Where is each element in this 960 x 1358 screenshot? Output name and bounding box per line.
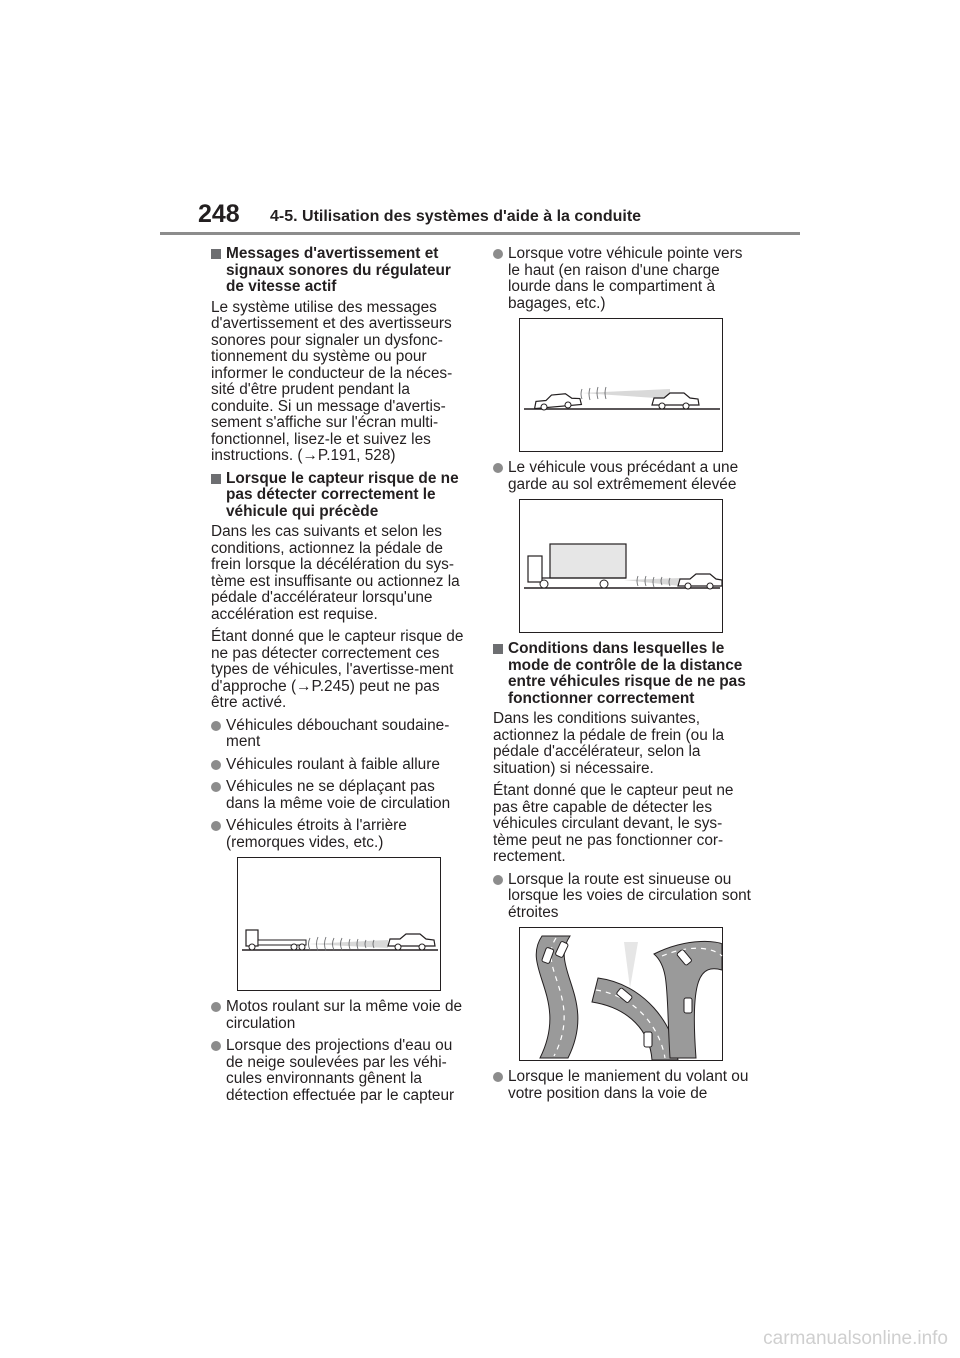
page-number: 248 (198, 200, 240, 228)
heading-sensor-detection (211, 471, 469, 521)
paragraph: Étant donné que le capteur risque de ne pas détecter correctement ces types de véhicules, l'avertisse-ment d'approche (→P.245) peut ne pas être activé. (211, 628, 464, 711)
round-bullet-icon (211, 760, 221, 770)
list-item-text: Motos roulant sur la même voie de circulation (226, 998, 463, 1032)
square-bullet-icon (493, 644, 503, 654)
heading-warning-messages (211, 246, 469, 296)
square-bullet-icon (211, 474, 221, 484)
left-column (211, 246, 469, 1110)
heading-text: Messages d'avertissement et signaux sonores du régulateur de vitesse actif (226, 245, 451, 295)
figure-winding-roads (519, 927, 723, 1061)
round-bullet-icon (493, 1072, 503, 1082)
list-item (211, 1038, 469, 1104)
list-item (493, 1069, 751, 1102)
heading-text: Conditions dans lesquelles le mode de contrôle de la distance entre véhicules risque de ne pas fonctionner correctement (508, 640, 746, 707)
figure-trailer-illustration (237, 857, 441, 991)
list-item-text: Véhicules étroits à l'arrière (remorques vides, etc.) (226, 817, 407, 851)
header-rule (160, 232, 800, 235)
list-item (211, 818, 469, 851)
list-item (211, 757, 469, 774)
list-item (493, 872, 751, 922)
round-bullet-icon (493, 249, 503, 259)
list-item-text: Lorsque des projections d'eau ou de neige soulevées par les véhi-cules environnants gênent la détection effectuée par le capteur (226, 1037, 455, 1104)
square-bullet-icon (211, 249, 221, 259)
list-item-text: Lorsque votre véhicule pointe vers le haut (en raison d'une charge lourde dans le compartiment à bagages, etc.) (508, 245, 743, 312)
list-item-text: Véhicules ne se déplaçant pas dans la même voie de circulation (226, 778, 451, 812)
list-item (211, 999, 469, 1032)
figure-high-ground-clearance (519, 499, 723, 633)
round-bullet-icon (211, 782, 221, 792)
round-bullet-icon (211, 721, 221, 731)
heading-text: Lorsque le capteur risque de ne pas détecter correctement le véhicule qui précède (226, 469, 459, 520)
chapter-title: 4-5. Utilisation des systèmes d'aide à la conduite (270, 208, 642, 225)
round-bullet-icon (211, 821, 221, 831)
paragraph: Dans les cas suivants et selon les conditions, actionnez la pédale de frein lorsque la décélération du sys-tème est insuffisante ou actionnez la pédale d'accélérateur lorsqu'une accélération est requise. (211, 523, 460, 623)
paragraph: Le système utilise des messages d'avertissement et des avertisseurs sonores pour signaler un dysfonc-tionnement du système ou pour informer le conducteur de la néces-sité d'être prudent pendant la conduite. Si un message d'avertis-sement s'affiche sur l'écran multi-fonctionnel, lisez-le et suivez les instructions. (→P.191, 528) (211, 298, 453, 464)
list-item-text: Lorsque la route est sinueuse ou lorsque les voies de circulation sont étroites (508, 870, 751, 921)
list-item-text: Véhicules roulant à faible allure (226, 755, 440, 773)
paragraph: Étant donné que le capteur peut ne pas être capable de détecter les véhicules circulant devant, le sys-tème peut ne pas fonctionner cor-rectement. (493, 782, 734, 865)
list-item (493, 246, 751, 312)
watermark-logo: carmanualsonline.info (763, 1328, 948, 1349)
round-bullet-icon (493, 875, 503, 885)
list-item-text: Le véhicule vous précédant a une garde au sol extrêmement élevée (508, 459, 739, 493)
round-bullet-icon (493, 463, 503, 473)
round-bullet-icon (211, 1002, 221, 1012)
list-item-text: Lorsque le maniement du volant ou votre position dans la voie de (508, 1068, 749, 1102)
list-item (211, 718, 469, 751)
heading-distance-control-conditions (493, 641, 751, 707)
list-item-text: Véhicules débouchant soudaine-ment (226, 716, 450, 750)
list-item (211, 779, 469, 812)
round-bullet-icon (211, 1041, 221, 1051)
figure-vehicle-pointing-up (519, 318, 723, 452)
list-item (493, 460, 751, 493)
paragraph: Dans les conditions suivantes, actionnez la pédale de frein (ou la pédale d'accélérateur, selon la situation) si nécessaire. (493, 710, 725, 777)
right-column (493, 246, 751, 1108)
